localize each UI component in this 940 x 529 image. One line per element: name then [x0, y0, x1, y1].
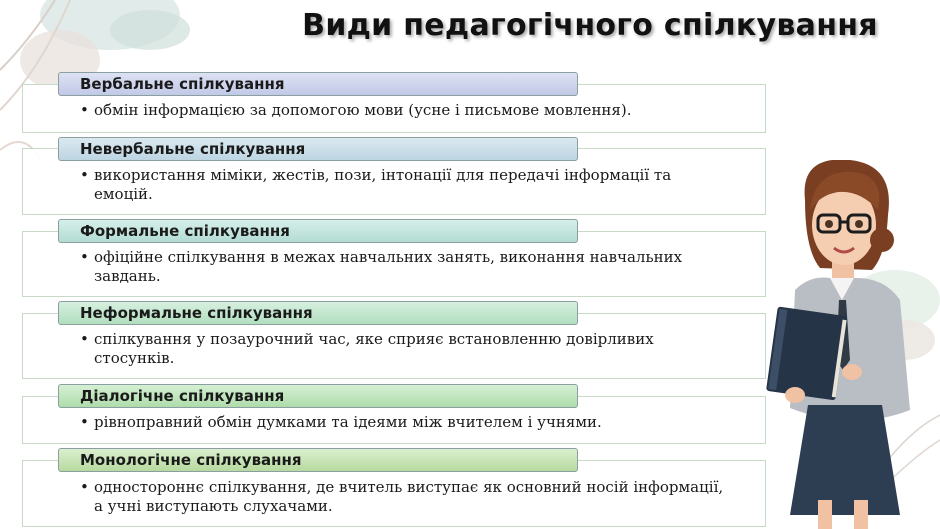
- item-description: спілкування у позаурочний час, яке сприяє встановленню довірливих стосунків.: [94, 330, 654, 367]
- item-heading: Вербальне спілкування: [58, 72, 578, 96]
- bullet: •: [80, 478, 89, 496]
- item-text: [80, 478, 734, 516]
- bullet: •: [80, 413, 89, 431]
- item-text: [80, 413, 734, 432]
- item-text: [80, 330, 734, 368]
- item-heading: Діалогічне спілкування: [58, 384, 578, 408]
- teacher-illustration: [760, 160, 930, 529]
- item-description: одностороннє спілкування, де вчитель виступає як основний носій інформації, а учні виступають слухачами.: [94, 478, 724, 515]
- item-description: рівноправний обмін думками та ідеями між вчителем і учнями.: [94, 413, 602, 431]
- bullet: •: [80, 166, 89, 184]
- bullet: •: [80, 248, 89, 266]
- item-description: використання міміки, жестів, пози, інтонації для передачі інформації та емоцій.: [94, 166, 672, 203]
- bullet: •: [80, 330, 89, 348]
- item-text: [80, 166, 734, 204]
- item-description: обмін інформацією за допомогою мови (усне і письмове мовлення).: [94, 101, 632, 119]
- item-heading: Монологічне спілкування: [58, 448, 578, 472]
- item-text: [80, 101, 734, 120]
- item-text: [80, 248, 734, 286]
- item-heading: Невербальне спілкування: [58, 137, 578, 161]
- item-heading: Неформальне спілкування: [58, 301, 578, 325]
- bullet: •: [80, 101, 89, 119]
- item-description: офіційне спілкування в межах навчальних занять, виконання навчальних завдань.: [94, 248, 683, 285]
- item-heading: Формальне спілкування: [58, 219, 578, 243]
- slide-title: Види педагогічного спілкування: [302, 8, 878, 43]
